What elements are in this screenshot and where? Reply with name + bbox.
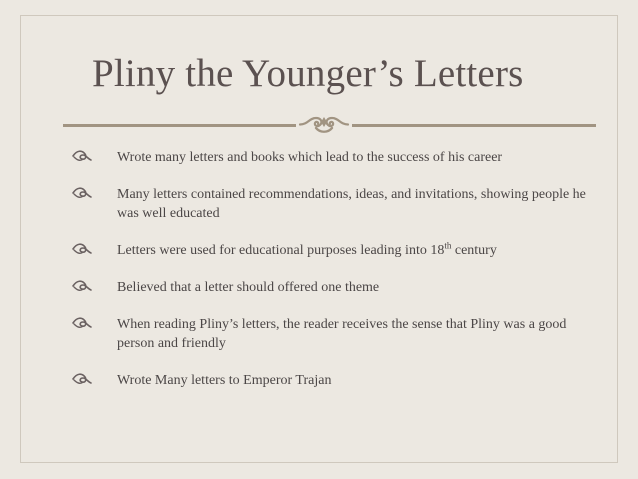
fleuron-bullet-icon — [72, 372, 92, 386]
decorative-scroll-ornament-icon — [296, 113, 352, 136]
ordinal-superscript: th — [444, 240, 452, 251]
bullet-item-2 — [72, 185, 592, 223]
fleuron-bullet-icon — [72, 186, 92, 200]
slide-title: Pliny the Younger’s Letters — [92, 52, 524, 95]
fleuron-bullet-icon — [72, 242, 92, 256]
bullet-text-main: Letters were used for educational purposes leading into 18 — [117, 243, 445, 258]
bullet-text: Believed that a letter should offered one theme — [117, 280, 380, 295]
fleuron-bullet-icon — [72, 279, 92, 293]
fleuron-bullet-icon — [72, 149, 92, 163]
bullet-text: Wrote many letters and books which lead to the success of his career — [117, 150, 503, 165]
title-divider-left — [63, 124, 296, 127]
bullet-item-4 — [72, 278, 592, 297]
bullet-item-3 — [72, 241, 592, 260]
bullet-text: Wrote Many letters to Emperor Trajan — [117, 373, 332, 388]
bullet-text: When reading Pliny’s letters, the reader receives the sense that Pliny was a good person and friendly — [117, 317, 567, 351]
bullet-item-1 — [72, 148, 592, 167]
bullet-list — [72, 148, 592, 390]
fleuron-bullet-icon — [72, 316, 92, 330]
title-divider-right — [352, 124, 596, 127]
bullet-text-end: century — [451, 243, 497, 258]
bullet-text — [117, 240, 497, 258]
bullet-text: Many letters contained recommendations, ideas, and invitations, showing people he was well educated — [117, 187, 586, 221]
bullet-item-5 — [72, 315, 592, 353]
bullet-item-6 — [72, 371, 592, 390]
